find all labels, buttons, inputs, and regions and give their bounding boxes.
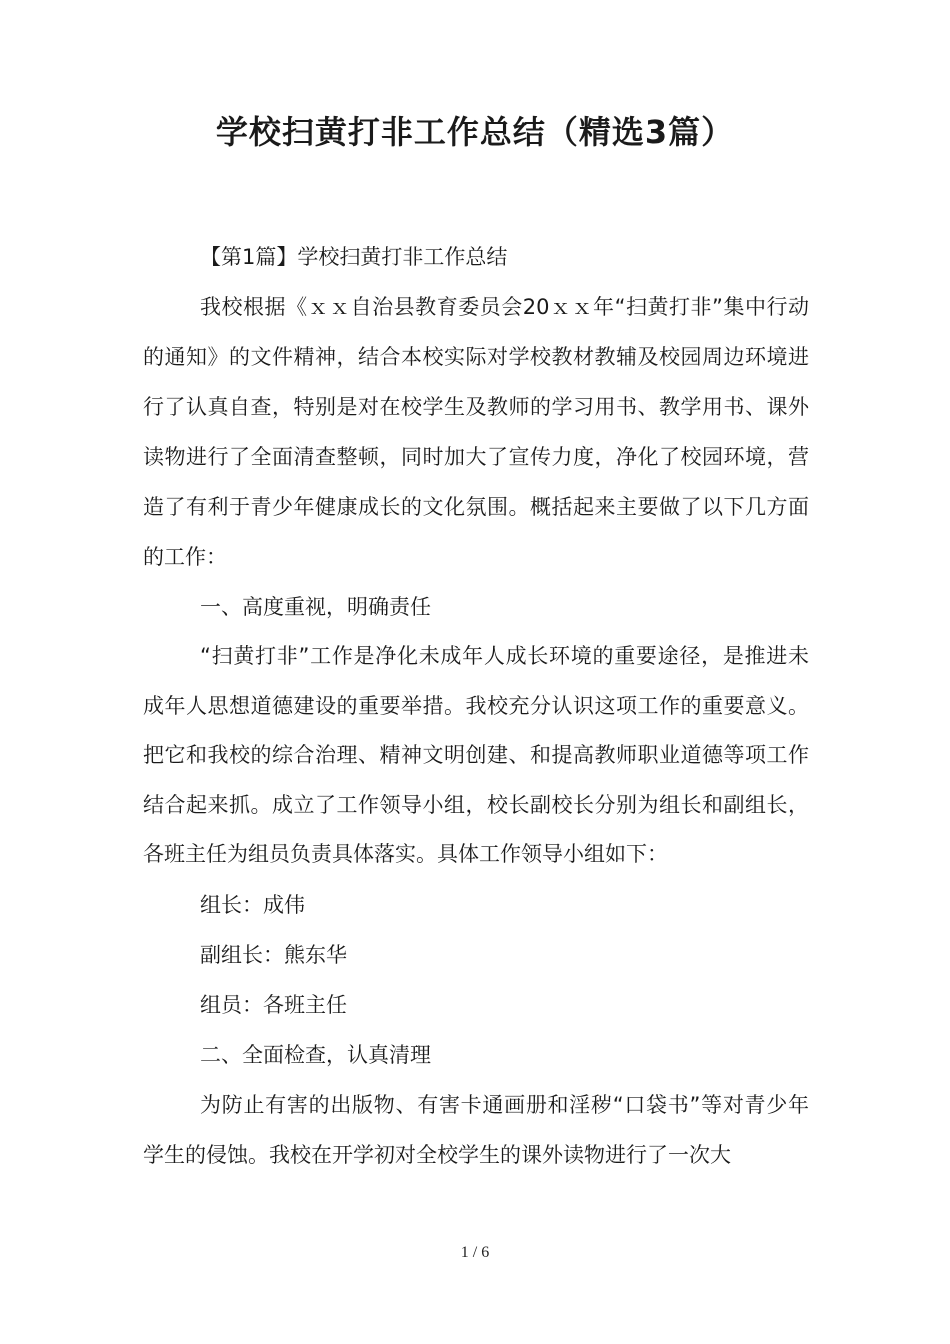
- document-title: 学校扫黄打非工作总结（精选3篇）: [215, 113, 735, 151]
- paragraph-2: 为防止有害的出版物、有害卡通画册和淫秽“口袋书”等对青少年学生的侵蚀。我校在开学初对全校学生的课外读物进行了一次大: [143, 1092, 809, 1167]
- paragraph-1: “扫黄打非”工作是净化未成年人成长环境的重要途径，是推进未成年人思想道德建设的重要举措。我校充分认识这项工作的重要意义。把它和我校的综合治理、精神文明创建、和提高教师职业道德等项工作结合起来抓。成立了工作领导小组，校长副校长分别为组长和副组长，各班主任为组员负责具体落实。具体工作领导小组如下：: [143, 644, 809, 866]
- subheading-2: 二、全面检查，认真清理: [200, 1042, 431, 1067]
- document-body: [143, 232, 809, 1180]
- team-members: 组员：各班主任: [200, 992, 347, 1017]
- team-deputy-leader: 副组长：熊东华: [200, 942, 347, 967]
- paragraph-intro: 我校根据《ｘｘ自治县教育委员会20ｘｘ年“扫黄打非”集中行动的通知》的文件精神，结合本校实际对学校教材教辅及校园周边环境进行了认真自查，特别是对在校学生及教师的学习用书、教学用书、课外读物进行了全面清查整顿，同时加大了宣传力度，净化了校园环境，营造了有利于青少年健康成长的文化氛围。概括起来主要做了以下几方面的工作：: [143, 295, 809, 569]
- page-number: 1 / 6: [460, 1244, 490, 1261]
- section-heading: 【第1篇】学校扫黄打非工作总结: [200, 245, 508, 269]
- team-leader: 组长：成伟: [200, 892, 305, 917]
- subheading-1: 一、高度重视，明确责任: [200, 595, 431, 619]
